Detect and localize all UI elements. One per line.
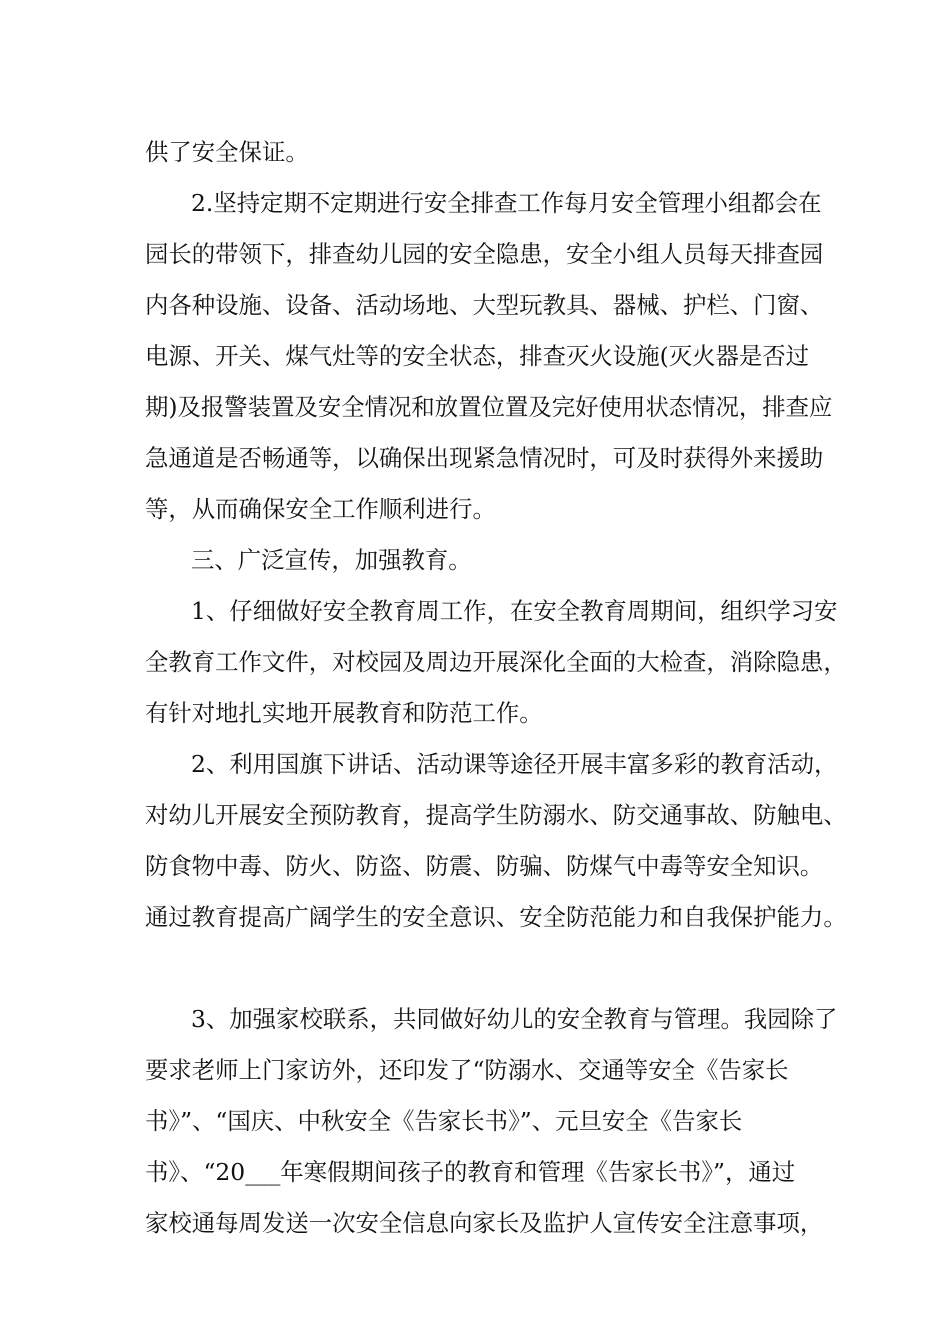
text-line: 对幼儿开展安全预防教育，提高学生防溺水、防交通事故、防触电、	[145, 801, 847, 829]
text-line: 1、仔细做好安全教育周工作，在安全教育周期间，组织学习安	[191, 597, 838, 625]
paragraph-item-2-inspection	[145, 178, 833, 535]
text-line: 书》、“20___年寒假期间孩子的教育和管理《告家长书》”，通过	[145, 1158, 796, 1186]
paragraph-gap	[145, 943, 825, 994]
paragraph-item-3-home-school	[145, 994, 838, 1249]
text-line: 家校通每周发送一次安全信息向家长及监护人宣传安全注意事项，	[145, 1209, 824, 1237]
text-line: 3、加强家校联系，共同做好幼儿的安全教育与管理。我园除了	[191, 1005, 838, 1033]
text-line: 书》”、“国庆、中秋安全《告家长书》”、元旦安全《告家长	[145, 1107, 743, 1135]
text-line: 2.坚持定期不定期进行安全排查工作每月安全管理小组都会在	[191, 189, 822, 217]
text-line: 供了安全保证。	[145, 138, 309, 166]
text-line: 防食物中毒、防火、防盗、防震、防骗、防煤气中毒等安全知识。	[145, 852, 824, 880]
text-line: 园长的带领下，排查幼儿园的安全隐患，安全小组人员每天排查园	[145, 240, 824, 268]
text-line: 电源、开关、煤气灶等的安全状态，排查灭火设施(灭火器是否过	[145, 342, 810, 370]
text-line: 有针对地扎实地开展教育和防范工作。	[145, 699, 543, 727]
paragraph-intro-end	[145, 127, 825, 178]
text-line: 要求老师上门家访外，还印发了“防溺水、交通等安全《告家长	[145, 1056, 789, 1084]
text-line: 急通道是否畅通等，以确保出现紧急情况时，可及时获得外来援助	[145, 444, 824, 472]
paragraph-item-2-activities	[145, 739, 847, 943]
paragraph-item-1-education-week	[145, 586, 847, 739]
text-line: 全教育工作文件，对校园及周边开展深化全面的大检查，消除隐患，	[145, 648, 847, 676]
text-line: 等，从而确保安全工作顺利进行。	[145, 495, 496, 523]
text-line: 2、利用国旗下讲话、活动课等途径开展丰富多彩的教育活动，	[191, 750, 838, 778]
text-line: 通过教育提高广阔学生的安全意识、安全防范能力和自我保护能力。	[145, 903, 847, 931]
section-heading-text: 三、广泛宣传，加强教育。	[191, 546, 472, 574]
text-line: 期)及报警装置及安全情况和放置位置及完好使用状态情况，排查应	[145, 393, 833, 421]
text-line: 内各种设施、设备、活动场地、大型玩教具、器械、护栏、门窗、	[145, 291, 824, 319]
section-heading-publicity-education	[145, 535, 825, 586]
document-body	[145, 127, 847, 1249]
